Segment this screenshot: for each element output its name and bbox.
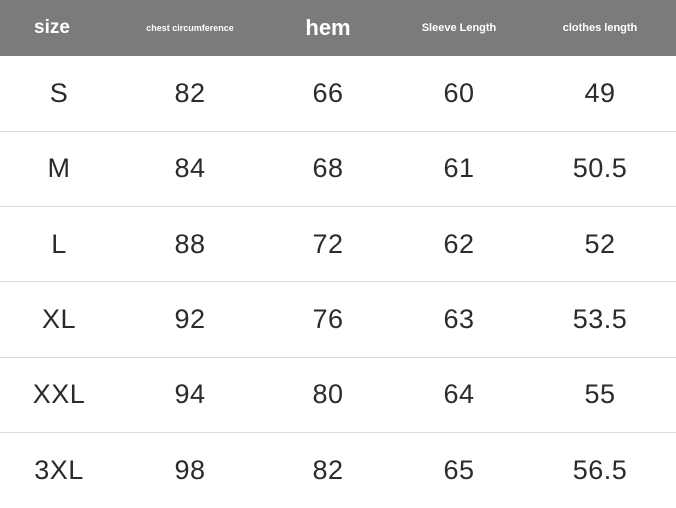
cell-hem: 76	[312, 304, 344, 335]
cell-chest-circumference: 92	[174, 304, 206, 335]
table-header-row	[0, 0, 676, 56]
table-row	[0, 56, 676, 131]
cell-size: XXL	[32, 379, 86, 410]
cell-size: L	[51, 228, 67, 259]
cell-sleeve-length: 65	[443, 455, 475, 486]
column-header-chest-circumference: chest circumference	[146, 23, 234, 33]
table-row	[0, 357, 676, 432]
cell-chest-circumference: 94	[174, 379, 206, 410]
cell-size: S	[49, 77, 69, 108]
cell-hem: 66	[312, 77, 344, 108]
cell-clothes-length: 56.5	[572, 455, 628, 486]
cell-hem: 72	[312, 228, 344, 259]
cell-clothes-length: 53.5	[572, 304, 628, 335]
cell-sleeve-length: 61	[443, 153, 475, 184]
cell-sleeve-length: 62	[443, 228, 475, 259]
cell-size: 3XL	[34, 455, 84, 486]
cell-chest-circumference: 82	[174, 77, 206, 108]
column-header-clothes-length: clothes length	[562, 22, 638, 34]
cell-clothes-length: 55	[584, 379, 616, 410]
cell-chest-circumference: 84	[174, 153, 206, 184]
cell-size: M	[47, 153, 71, 184]
table-row	[0, 131, 676, 206]
table-row	[0, 433, 676, 508]
table-header	[0, 0, 676, 56]
cell-sleeve-length: 64	[443, 379, 475, 410]
cell-chest-circumference: 98	[174, 455, 206, 486]
column-header-sleeve-length: Sleeve Length	[421, 22, 497, 34]
cell-chest-circumference: 88	[174, 228, 206, 259]
cell-sleeve-length: 60	[443, 77, 475, 108]
cell-size: XL	[41, 304, 77, 335]
column-header-hem: hem	[305, 15, 351, 40]
cell-hem: 82	[312, 455, 344, 486]
table-row	[0, 282, 676, 357]
cell-clothes-length: 52	[584, 228, 616, 259]
column-header-size: size	[34, 17, 70, 38]
cell-clothes-length: 50.5	[572, 153, 628, 184]
table-row	[0, 207, 676, 282]
cell-sleeve-length: 63	[443, 304, 475, 335]
cell-clothes-length: 49	[584, 77, 616, 108]
cell-hem: 68	[312, 153, 344, 184]
cell-hem: 80	[312, 379, 344, 410]
table-body	[0, 56, 676, 508]
